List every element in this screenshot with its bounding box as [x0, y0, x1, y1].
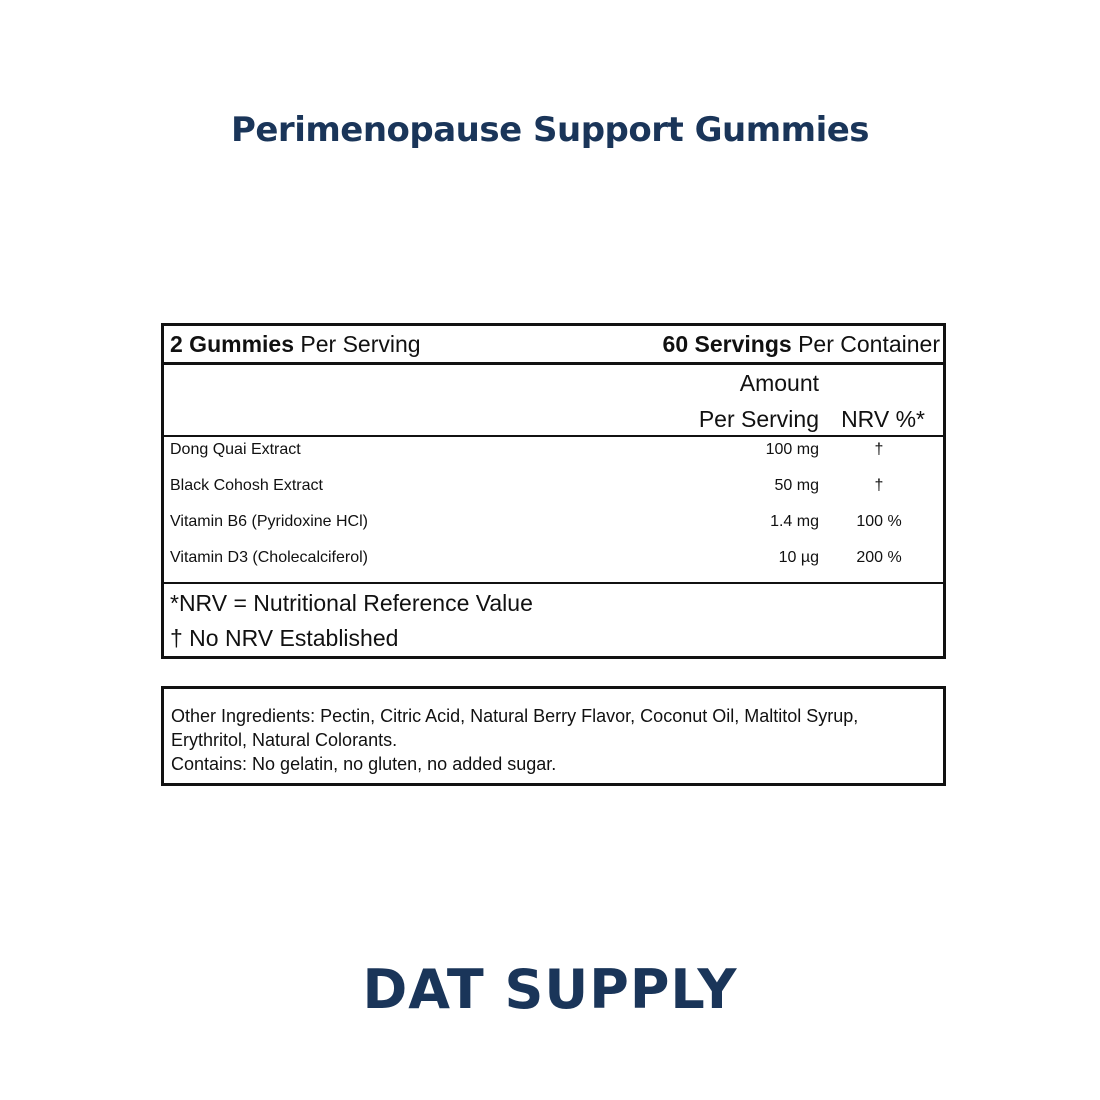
dagger-note: † No NRV Established [170, 625, 399, 651]
ingredient-nrv: 200 % [856, 549, 902, 566]
ingredient-amount: 10 µg [778, 549, 819, 566]
servings-label: Per Container [791, 331, 940, 357]
ingredient-name: Vitamin D3 (Cholecalciferol) [170, 549, 368, 566]
product-title: Perimenopause Support Gummies [230, 110, 870, 150]
other-ingredients-box [161, 686, 946, 786]
ingredient-name: Dong Quai Extract [170, 441, 301, 458]
servings-count: 60 Servings [662, 331, 792, 357]
ingredient-name: Vitamin B6 (Pyridoxine HCl) [170, 513, 368, 530]
contains-text: Contains: No gelatin, no gluten, no added sugar. [171, 754, 557, 774]
ingredient-row [164, 437, 943, 473]
ingredient-amount: 50 mg [774, 477, 819, 494]
ingredient-nrv: 100 % [856, 513, 902, 530]
ingredient-row [164, 545, 943, 581]
column-header-row [164, 365, 943, 437]
nrv-header: NRV %* [841, 406, 925, 432]
amount-header-line1: Amount [739, 370, 819, 396]
ingredient-amount: 1.4 mg [770, 513, 819, 530]
serving-size [170, 331, 421, 357]
amount-header-line2: Per Serving [698, 406, 819, 432]
ingredient-nrv: † [874, 477, 884, 494]
ingredient-row [164, 509, 943, 545]
servings-per-container [663, 331, 940, 357]
ingredient-row [164, 473, 943, 509]
serving-size-count: 2 Gummies [170, 331, 294, 357]
ingredient-amount: 100 mg [765, 441, 819, 458]
other-ingredients-text: Other Ingredients: Pectin, Citric Acid, Natural Berry Flavor, Coconut Oil, Maltitol Syrup, Erythritol, Natural Colorants. [171, 706, 859, 750]
ingredient-nrv: † [874, 441, 884, 458]
nrv-definition: *NRV = Nutritional Reference Value [170, 590, 533, 616]
footnote-divider [164, 582, 943, 584]
serving-size-label: Per Serving [294, 331, 421, 357]
ingredient-name: Black Cohosh Extract [170, 477, 323, 494]
brand-name: DAT SUPPLY [362, 958, 738, 1021]
serving-info-row [164, 326, 943, 365]
supplement-facts-panel [161, 323, 946, 659]
